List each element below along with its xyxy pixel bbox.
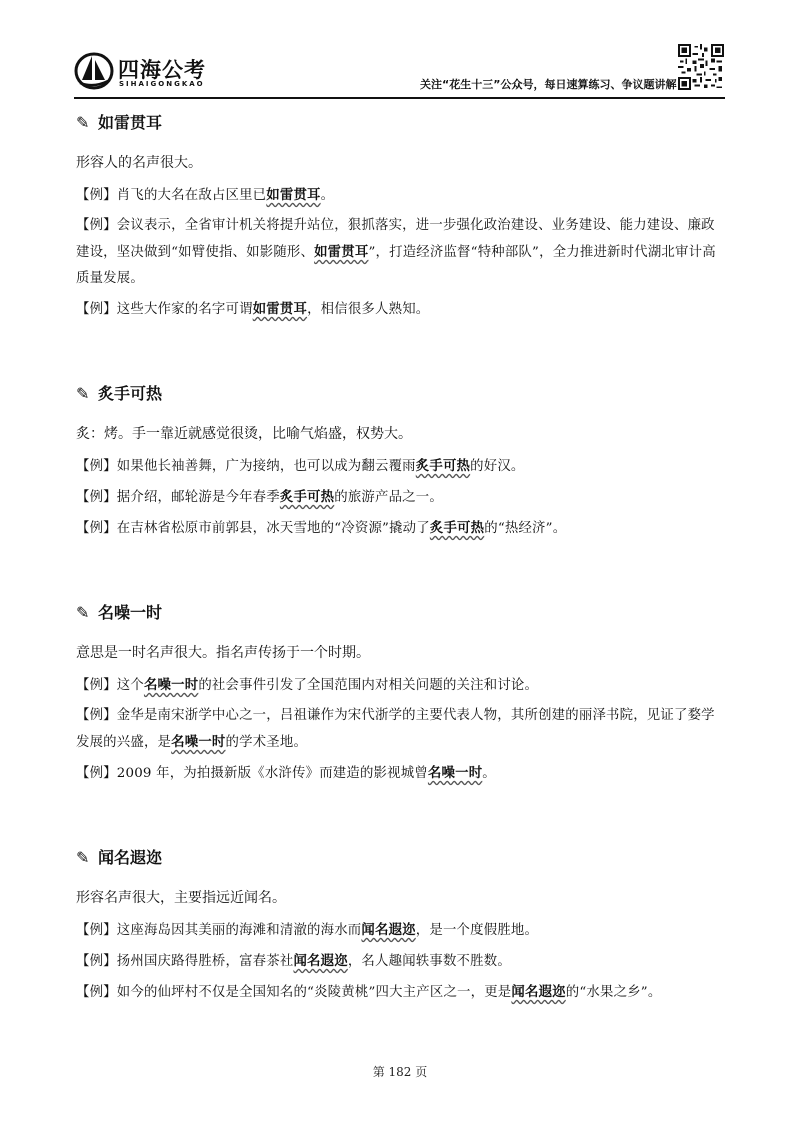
example-sentence <box>76 760 726 787</box>
idiom-title-text: 炙手可热 <box>98 384 163 403</box>
highlighted-idiom: 闻名遐迩 <box>361 922 416 938</box>
example-text: 。 <box>320 188 335 203</box>
example-text: 【例】这个 <box>76 678 144 693</box>
example-sentence <box>76 484 726 511</box>
example-text: ”，打造经济监督“特种部队”，全力推进新时代湖北审计高质量发展。 <box>76 245 716 286</box>
highlighted-idiom: 闻名遐迩 <box>293 953 348 969</box>
sailboat-logo-icon <box>74 50 114 90</box>
example-sentence <box>76 979 726 1006</box>
highlighted-idiom: 炙手可热 <box>429 520 485 536</box>
example-text: 【例】肖飞的大名在敌占区里已 <box>76 188 267 203</box>
example-text: 的“热经济”。 <box>484 521 567 536</box>
highlighted-idiom: 如雷贯耳 <box>314 244 369 260</box>
example-text: 【例】据介绍，邮轮游是今年春季 <box>76 490 280 505</box>
highlighted-idiom: 闻名遐迩 <box>511 984 566 1000</box>
example-text: 【例】这座海岛因其美丽的海滩和清澈的海水而 <box>76 923 362 938</box>
example-text: 【例】如果他长袖善舞，广为接纳，也可以成为翻云覆雨 <box>76 459 416 474</box>
idiom-title <box>76 381 726 407</box>
idiom-title <box>76 845 726 871</box>
idiom-section <box>76 110 726 323</box>
idiom-definition: 意思是一时名声很大。指名声传扬于一个时期。 <box>76 645 370 661</box>
example-sentence <box>76 296 726 323</box>
header-divider <box>74 97 725 99</box>
idiom-title-text: 如雷贯耳 <box>98 113 163 132</box>
example-sentence <box>76 703 726 756</box>
example-text: 【例】这些大作家的名字可谓 <box>76 302 253 317</box>
example-sentence <box>76 213 726 292</box>
pencil-icon: ✎ <box>76 848 90 867</box>
pencil-icon: ✎ <box>76 384 90 403</box>
idiom-definition: 形容名声很大，主要指远近闻名。 <box>76 890 286 906</box>
example-sentence <box>76 515 726 542</box>
example-text: 【例】扬州国庆路得胜桥，富春茶社 <box>76 954 294 969</box>
idiom-title-text: 闻名遐迩 <box>98 848 163 867</box>
example-sentence <box>76 453 726 480</box>
pencil-icon: ✎ <box>76 603 90 622</box>
idiom-title <box>76 110 726 136</box>
example-text: 的“水果之乡”。 <box>565 985 662 1000</box>
example-sentence <box>76 948 726 975</box>
idiom-definition: 形容人的名声很大。 <box>76 155 202 171</box>
header-slogan: 关注“花生十三”公众号，每日速算练习、争议题讲解 <box>420 78 677 91</box>
idiom-title-text: 名噪一时 <box>98 603 163 622</box>
example-text: 的旅游产品之一。 <box>334 490 443 505</box>
example-text: 【例】如今的仙坪村不仅是全国知名的“炎陵黄桃”四大主产区之一，更是 <box>76 985 512 1000</box>
example-text: 【例】会议表示，全省审计机关将提升站位，狠抓落实，进一步强化政治建设、业务建设、能力建设、廉政建设，坚决做到“如臂使指、如影随形、 <box>76 218 715 260</box>
highlighted-idiom: 如雷贯耳 <box>266 187 321 203</box>
highlighted-idiom: 名噪一时 <box>143 677 199 693</box>
example-sentence <box>76 917 726 944</box>
example-text: 的学术圣地。 <box>225 735 308 750</box>
highlighted-idiom: 如雷贯耳 <box>252 301 308 317</box>
example-text: ，相信很多人熟知。 <box>307 302 430 317</box>
example-text: 。 <box>482 766 496 781</box>
example-text: 的好汉。 <box>470 459 525 474</box>
highlighted-idiom: 名噪一时 <box>427 765 483 781</box>
highlighted-idiom: 炙手可热 <box>415 458 471 474</box>
idiom-section <box>76 600 726 787</box>
page-number: 第 182 页 <box>372 1065 428 1079</box>
highlighted-idiom: 名噪一时 <box>171 734 226 750</box>
idiom-title <box>76 600 726 626</box>
highlighted-idiom: 炙手可热 <box>279 489 335 505</box>
qr-code-icon <box>678 44 724 90</box>
example-text: ，名人趣闻轶事数不胜数。 <box>347 954 511 969</box>
page-header <box>0 0 800 100</box>
pencil-icon: ✎ <box>76 113 90 132</box>
idiom-section <box>76 845 726 1006</box>
brand-name-latin: SIHAIGONGKAO <box>119 80 205 88</box>
example-sentence <box>76 672 726 699</box>
example-text: 【例】2009 年，为拍摄新版《水浒传》而建造的影视城曾 <box>76 766 428 781</box>
example-text: 【例】在吉林省松原市前郭县，冰天雪地的“冷资源”撬动了 <box>76 521 430 536</box>
idiom-list <box>76 110 726 1010</box>
example-sentence <box>76 182 726 209</box>
brand-name: 四海公考 <box>118 58 206 82</box>
idiom-section <box>76 381 726 542</box>
idiom-definition: 炙：烤。手一靠近就感觉很烫，比喻气焰盛，权势大。 <box>76 426 412 442</box>
example-text: 【例】金华是南宋浙学中心之一，吕祖谦作为宋代浙学的主要代表人物，其所创建的丽泽书院，见证了婺学发展的兴盛，是 <box>76 708 715 750</box>
example-text: ，是一个度假胜地。 <box>415 923 539 938</box>
example-text: 的社会事件引发了全国范围内对相关问题的关注和讨论。 <box>198 678 539 693</box>
